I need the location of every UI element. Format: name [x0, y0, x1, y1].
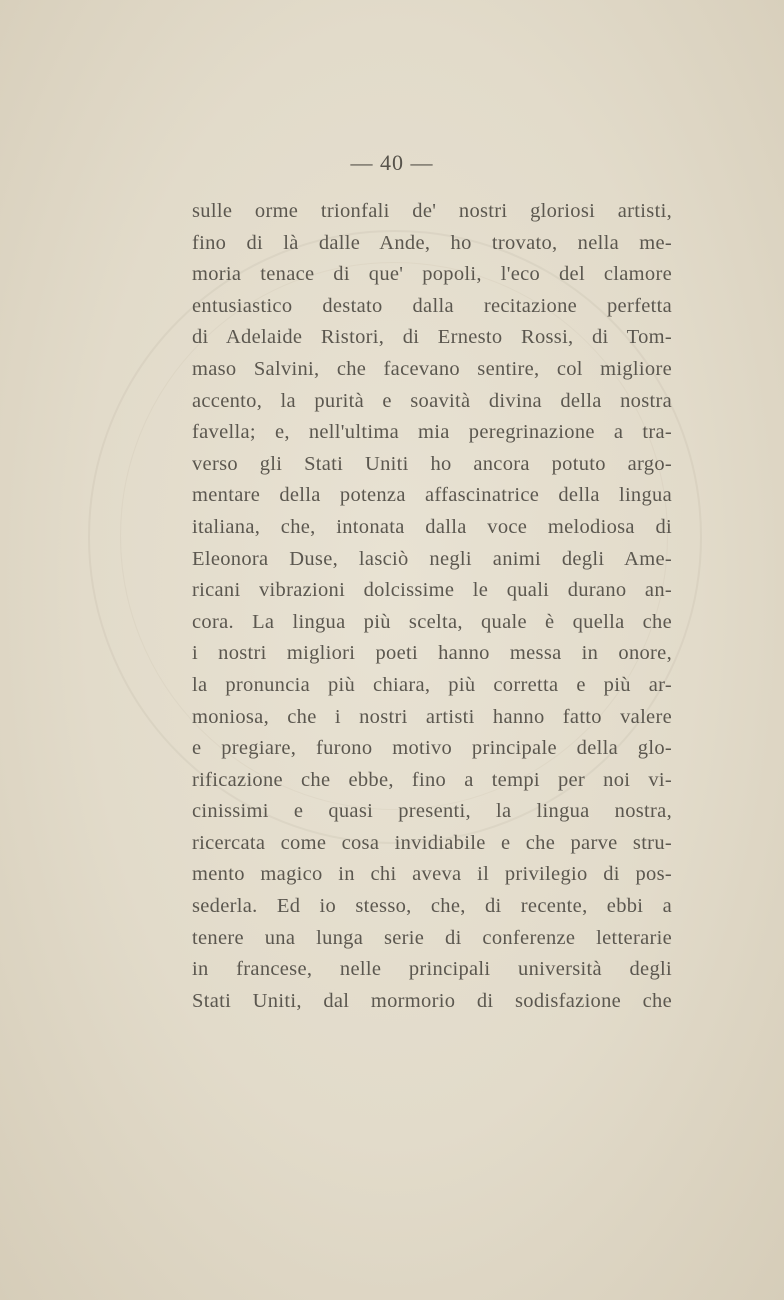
text-line: sulle orme trionfali de' nostri gloriosi artisti,	[192, 200, 672, 222]
text-line: in francese, nelle principali università degli	[192, 958, 672, 981]
text-line: cora. La lingua più scelta, quale è quella che	[192, 610, 672, 633]
text-line: verso gli Stati Uniti ho ancora potuto argo-	[192, 452, 672, 475]
text-line: mento magico in chi aveva il privilegio di pos-	[192, 863, 672, 886]
text-line: maso Salvini, che facevano sentire, col migliore	[192, 357, 672, 380]
text-line: la pronuncia più chiara, più corretta e più ar-	[192, 673, 672, 696]
text-line: i nostri migliori poeti hanno messa in onore,	[192, 642, 672, 665]
text-line: tenere una lunga serie di conferenze letterarie	[192, 926, 672, 949]
text-line: favella; e, nell'ultima mia peregrinazione a tra-	[192, 421, 672, 444]
text-line: cinissimi e quasi presenti, la lingua nostra,	[192, 800, 672, 823]
text-line: e pregiare, furono motivo principale della glo-	[192, 737, 672, 760]
body-text	[192, 196, 672, 1017]
text-line: mentare della potenza affascinatrice della lingua	[192, 484, 672, 507]
text-line: moniosa, che i nostri artisti hanno fatto valere	[192, 705, 672, 728]
text-line: rificazione che ebbe, fino a tempi per noi vi-	[192, 768, 672, 791]
text-line: italiana, che, intonata dalla voce melodiosa di	[192, 515, 672, 538]
text-line: ricani vibrazioni dolcissime le quali durano an-	[192, 579, 672, 602]
text-line: entusiastico destato dalla recitazione perfetta	[192, 294, 672, 317]
text-line: fino di là dalle Ande, ho trovato, nella me-	[192, 231, 672, 254]
text-line: Eleonora Duse, lasciò negli animi degli Ame-	[192, 547, 672, 570]
text-line: Stati Uniti, dal mormorio di sodisfazione che	[192, 989, 672, 1012]
text-line: ricercata come cosa invidiabile e che parve stru-	[192, 831, 672, 854]
text-line: moria tenace di que' popoli, l'eco del clamore	[192, 263, 672, 286]
page-number: — 40 —	[350, 150, 434, 175]
text-line: accento, la purità e soavità divina della nostra	[192, 389, 672, 412]
text-line: sederla. Ed io stesso, che, di recente, ebbi a	[192, 895, 672, 918]
text-line: di Adelaide Ristori, di Ernesto Rossi, di Tom-	[192, 326, 672, 349]
